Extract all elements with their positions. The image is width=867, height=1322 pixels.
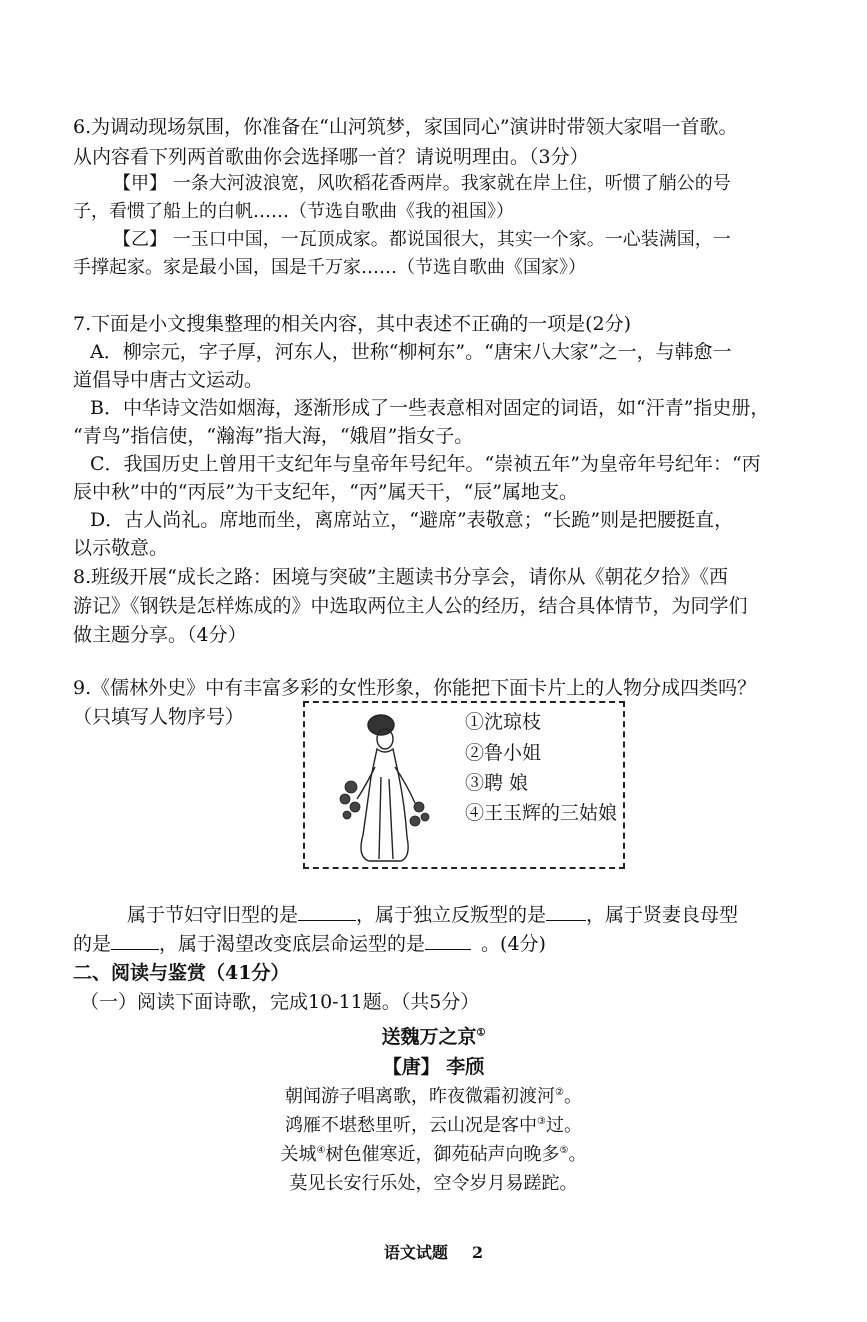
q9-fill-line2 xyxy=(73,929,546,959)
q8-line3: 做主题分享。（4分） xyxy=(73,624,247,646)
card-item-2: ②鲁小姐 xyxy=(465,742,542,764)
poem-line-1-note: ② xyxy=(555,1087,564,1098)
poem-line-3-tail: 树色催寒近，御苑砧声向晚多 xyxy=(325,1144,560,1165)
footer-subject: 语文试题 xyxy=(383,1243,448,1262)
q8-line2: 游记》《钢铁是怎样炼成的》中选取两位主人公的经历，结合具体情节，为同学们 xyxy=(73,595,748,617)
lady-illustration xyxy=(335,707,435,865)
page-number: 2 xyxy=(471,1243,484,1262)
q6-stem-line2: 从内容看下列两首歌曲你会选择哪一首？请说明理由。（3分） xyxy=(73,146,589,168)
fill-text-4: 的是 xyxy=(73,933,112,955)
section-2-subtitle: （一）阅读下面诗歌，完成10-11题。（共5分） xyxy=(80,991,480,1013)
poem-line-1 xyxy=(0,1082,867,1108)
poem-title-text: 送魏万之京 xyxy=(381,1026,477,1048)
poem-line-2-text: 鸿雁不堪愁里听，云山况是客中 xyxy=(285,1115,538,1136)
card-item-3: ③聘 娘 xyxy=(465,772,529,794)
q9-fill-line1 xyxy=(127,900,738,930)
q7-stem: 7.下面是小文搜集整理的相关内容，其中表述不正确的一项是(2分) xyxy=(73,313,632,335)
q7-option-c-line1: C．我国历史上曾用干支纪年与皇帝年号纪年。“崇祯五年”为皇帝年号纪年：“丙 xyxy=(90,453,761,475)
q6-jia-line2: 子，看惯了船上的白帆……（节选自歌曲《我的祖国》） xyxy=(73,201,514,222)
q6-yi-line1: 【乙】 一玉口中国，一瓦顶成家。都说国很大，其实一个家。一心装满国，一 xyxy=(113,229,731,250)
poem-line-2-tail: 过。 xyxy=(545,1115,582,1136)
fill-text-3: ，属于贤妻良母型 xyxy=(586,904,739,926)
poem-line-2 xyxy=(0,1111,867,1137)
q7-option-b-line2: “青鸟”指信使，“瀚海”指大海，“娥眉”指女子。 xyxy=(73,425,474,447)
fill-text-1: 属于节妇守旧型的是 xyxy=(127,904,299,926)
section-2-title: 二、阅读与鉴赏（41分） xyxy=(73,962,290,984)
fill-text-2: ，属于独立反叛型的是 xyxy=(356,904,547,926)
q6-stem-line1: 6.为调动现场氛围，你准备在“山河筑梦，家国同心”演讲时带领大家唱一首歌。 xyxy=(73,116,738,138)
page-footer xyxy=(0,1240,867,1263)
poem-line-3 xyxy=(0,1140,867,1166)
q7-option-c-line2: 辰中秋”中的“丙辰”为干支纪年，“丙”属天干，“辰”属地支。 xyxy=(73,481,578,503)
poem-line-1-text: 朝闻游子唱离歌，昨夜微霜初渡河 xyxy=(285,1086,556,1107)
q8-line1: 8.班级开展“成长之路：困境与突破”主题读书分享会，请你从《朝花夕拾》《西 xyxy=(73,566,729,588)
poem-line-3-note: ④ xyxy=(316,1145,326,1156)
q7-option-d-line2: 以示敬意。 xyxy=(73,537,169,559)
poem-line-2-note: ③ xyxy=(537,1116,546,1127)
card-item-1: ①沈琼枝 xyxy=(465,711,542,733)
poem-line-4-text: 莫见长安行乐处，空令岁月易蹉跎。 xyxy=(289,1173,578,1194)
character-card xyxy=(303,701,625,869)
q7-option-a-line2: 道倡导中唐古文运动。 xyxy=(73,369,264,391)
poem-title-note: ① xyxy=(476,1027,486,1039)
poem-author: 【唐】 李颀 xyxy=(382,1056,485,1078)
poem-line-3-text: 关城 xyxy=(280,1144,317,1165)
q6-yi-line2: 手撑起家。家是最小国，国是千万家……（节选自歌曲《国家》） xyxy=(73,257,586,278)
blank-2[interactable] xyxy=(546,920,586,921)
fill-text-5: ，属于渴望改变底层命运型的是 xyxy=(159,933,426,955)
poem-line-4 xyxy=(0,1169,867,1195)
blank-1[interactable] xyxy=(298,920,356,921)
poem-line-3-tail2: 。 xyxy=(568,1144,587,1165)
q9-stem: 9.《儒林外史》中有丰富多彩的女性形象，你能把下面卡片上的人物分成四类吗？ xyxy=(73,677,757,699)
q7-option-d-line1: D．古人尚礼。席地而坐，离席站立，“避席”表敬意；“长跪”则是把腰挺直， xyxy=(90,509,734,531)
poem-line-1-tail: 。 xyxy=(563,1086,582,1107)
blank-3[interactable] xyxy=(111,949,159,950)
q7-option-a-line1: A．柳宗元，字子厚，河东人，世称“柳柯东”。“唐宋八大家”之一，与韩愈一 xyxy=(90,341,732,363)
poem-title xyxy=(0,1022,867,1049)
q9-note: （只填写人物序号） xyxy=(73,706,245,728)
blank-4[interactable] xyxy=(425,949,471,950)
q6-jia-line1: 【甲】 一条大河波浪宽，风吹稻花香两岸。我家就在岸上住，听惯了艄公的号 xyxy=(113,173,731,194)
q7-option-b-line1: B．中华诗文浩如烟海，逐渐形成了一些表意相对固定的词语，如“汗青”指史册， xyxy=(90,397,770,419)
card-item-4: ④王玉辉的三姑娘 xyxy=(465,802,618,824)
poem-line-3-note2: ⑤ xyxy=(559,1145,569,1156)
fill-text-6: 。(4分) xyxy=(481,933,546,955)
